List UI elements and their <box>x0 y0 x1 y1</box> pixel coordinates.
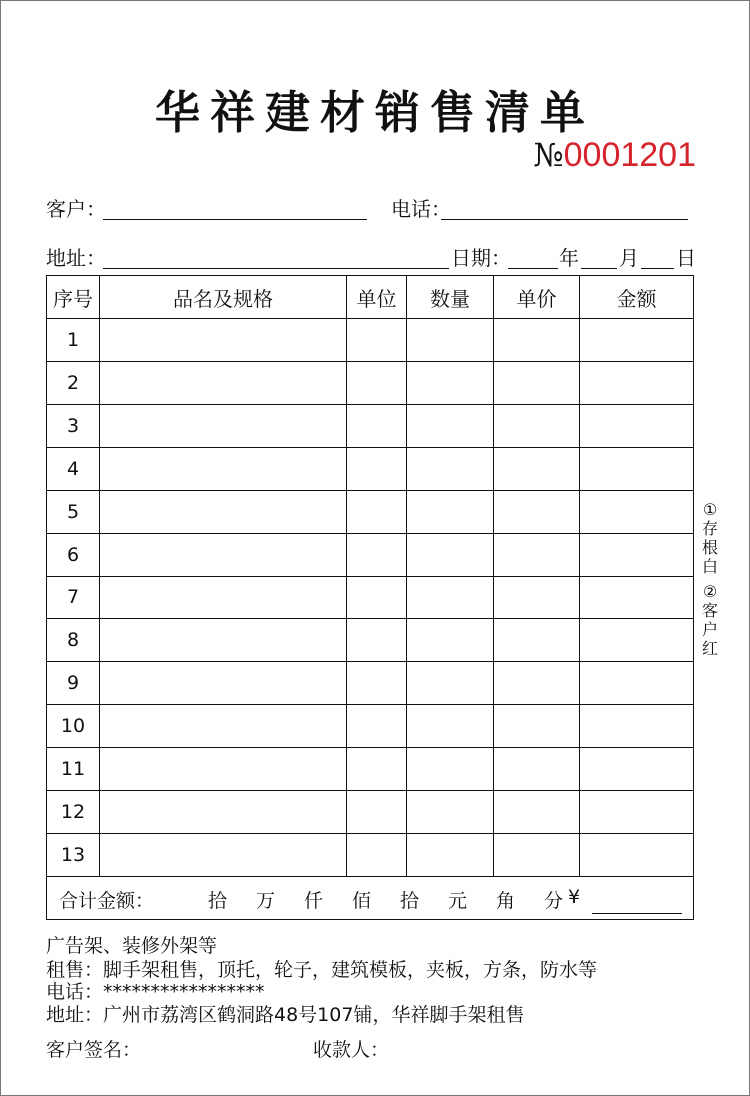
quantity-cell[interactable] <box>407 533 494 576</box>
row-number: 2 <box>47 361 100 404</box>
table-row <box>47 662 694 705</box>
amount-cell[interactable] <box>580 705 694 748</box>
product-cell[interactable] <box>100 662 347 705</box>
amount-cell[interactable] <box>580 748 694 791</box>
price-cell[interactable] <box>494 576 580 619</box>
table-row <box>47 404 694 447</box>
table-header-row <box>47 276 694 319</box>
quantity-cell[interactable] <box>407 834 494 877</box>
date-label: 日期： <box>451 246 511 270</box>
unit-cell[interactable] <box>347 834 407 877</box>
amount-cell[interactable] <box>580 576 694 619</box>
row-number: 11 <box>47 748 100 791</box>
amount-cell[interactable] <box>580 662 694 705</box>
amount-cell[interactable] <box>580 319 694 362</box>
product-cell[interactable] <box>100 834 347 877</box>
unit-cell[interactable] <box>347 447 407 490</box>
price-cell[interactable] <box>494 834 580 877</box>
serial-number <box>533 136 696 175</box>
price-cell[interactable] <box>494 404 580 447</box>
total-cell <box>47 877 694 920</box>
amount-cell[interactable] <box>580 834 694 877</box>
product-cell[interactable] <box>100 490 347 533</box>
amount-cell[interactable] <box>580 490 694 533</box>
unit-shi-2: 拾 <box>400 890 420 912</box>
customer-field[interactable] <box>103 219 367 220</box>
copy1-text: 存根 <box>701 519 718 557</box>
amount-cell[interactable] <box>580 791 694 834</box>
quantity-cell[interactable] <box>407 576 494 619</box>
unit-qian: 仟 <box>304 890 324 912</box>
unit-cell[interactable] <box>347 705 407 748</box>
customer-label: 客户： <box>46 197 106 221</box>
unit-cell[interactable] <box>347 404 407 447</box>
amount-cell[interactable] <box>580 404 694 447</box>
quantity-cell[interactable] <box>407 748 494 791</box>
unit-cell[interactable] <box>347 619 407 662</box>
row-number: 10 <box>47 705 100 748</box>
table-row <box>47 361 694 404</box>
copy2-text: 客户 <box>701 601 718 639</box>
header-price: 单价 <box>494 276 580 319</box>
unit-cell[interactable] <box>347 748 407 791</box>
year-label: 年 <box>559 246 579 270</box>
address-label: 地址： <box>46 246 106 270</box>
price-cell[interactable] <box>494 705 580 748</box>
table-row <box>47 576 694 619</box>
quantity-cell[interactable] <box>407 490 494 533</box>
price-cell[interactable] <box>494 748 580 791</box>
copy2-color: 红 <box>701 639 718 658</box>
row-number: 9 <box>47 662 100 705</box>
row-number: 6 <box>47 533 100 576</box>
phone-field[interactable] <box>441 219 688 220</box>
price-cell[interactable] <box>494 791 580 834</box>
address-field[interactable] <box>103 268 449 269</box>
copy2-number: ② <box>702 582 718 601</box>
price-cell[interactable] <box>494 662 580 705</box>
price-cell[interactable] <box>494 319 580 362</box>
unit-cell[interactable] <box>347 662 407 705</box>
month-field[interactable] <box>581 268 617 269</box>
day-label: 日 <box>676 246 696 270</box>
product-cell[interactable] <box>100 319 347 362</box>
payee-label: 收款人： <box>313 1039 390 1061</box>
quantity-cell[interactable] <box>407 361 494 404</box>
product-cell[interactable] <box>100 576 347 619</box>
copy1-number: ① <box>702 500 718 519</box>
unit-cell[interactable] <box>347 791 407 834</box>
footer-phone: 电话：***************** <box>46 981 265 1003</box>
price-cell[interactable] <box>494 361 580 404</box>
amount-cell[interactable] <box>580 447 694 490</box>
footer-line-2: 租售：脚手架租售，顶托，轮子，建筑模板，夹板，方条，防水等 <box>46 959 598 981</box>
quantity-cell[interactable] <box>407 791 494 834</box>
table-row <box>47 791 694 834</box>
unit-cell[interactable] <box>347 361 407 404</box>
price-cell[interactable] <box>494 490 580 533</box>
product-cell[interactable] <box>100 404 347 447</box>
table-row <box>47 619 694 662</box>
row-number: 13 <box>47 834 100 877</box>
product-cell[interactable] <box>100 705 347 748</box>
amount-cell[interactable] <box>580 619 694 662</box>
price-cell[interactable] <box>494 447 580 490</box>
unit-fen: 分 <box>544 890 564 912</box>
row-number: 3 <box>47 404 100 447</box>
quantity-cell[interactable] <box>407 662 494 705</box>
header-quantity: 数量 <box>407 276 494 319</box>
year-field[interactable] <box>508 268 558 269</box>
items-table <box>46 275 694 920</box>
table-row <box>47 834 694 877</box>
serial-prefix: № <box>533 136 564 174</box>
product-cell[interactable] <box>100 791 347 834</box>
table-row <box>47 319 694 362</box>
quantity-cell[interactable] <box>407 619 494 662</box>
quantity-cell[interactable] <box>407 319 494 362</box>
row-number: 4 <box>47 447 100 490</box>
product-cell[interactable] <box>100 533 347 576</box>
customer-signature-label: 客户签名： <box>46 1039 142 1061</box>
header-index: 序号 <box>47 276 100 319</box>
header-amount: 金额 <box>580 276 694 319</box>
unit-cell[interactable] <box>347 319 407 362</box>
phone-label: 电话： <box>391 197 451 221</box>
total-amount-field[interactable] <box>592 889 682 914</box>
footer-line-1: 广告架、装修外架等 <box>46 935 218 957</box>
unit-cell[interactable] <box>347 490 407 533</box>
quantity-cell[interactable] <box>407 404 494 447</box>
unit-yuan: 元 <box>448 890 468 912</box>
total-label: 合计金额： <box>59 890 155 912</box>
copy-distribution-note <box>699 500 721 658</box>
day-field[interactable] <box>641 268 674 269</box>
unit-jiao: 角 <box>496 890 516 912</box>
row-number: 1 <box>47 319 100 362</box>
price-cell[interactable] <box>494 533 580 576</box>
unit-bai: 佰 <box>352 890 372 912</box>
product-cell[interactable] <box>100 748 347 791</box>
row-number: 12 <box>47 791 100 834</box>
unit-cell[interactable] <box>347 576 407 619</box>
total-row <box>47 877 694 920</box>
unit-cell[interactable] <box>347 533 407 576</box>
copy1-color: 白 <box>701 557 718 576</box>
table-row <box>47 447 694 490</box>
footer-address: 地址：广州市荔湾区鹤洞路48号107铺，华祥脚手架租售 <box>46 1004 525 1026</box>
table-row <box>47 533 694 576</box>
header-product: 品名及规格 <box>100 276 347 319</box>
amount-cell[interactable] <box>580 533 694 576</box>
row-number: 5 <box>47 490 100 533</box>
price-cell[interactable] <box>494 619 580 662</box>
row-number: 7 <box>47 576 100 619</box>
month-label: 月 <box>619 246 639 270</box>
table-row <box>47 490 694 533</box>
product-cell[interactable] <box>100 619 347 662</box>
row-number: 8 <box>47 619 100 662</box>
product-cell[interactable] <box>100 447 347 490</box>
header-unit: 单位 <box>347 276 407 319</box>
unit-shi: 拾 <box>208 890 228 912</box>
amount-cell[interactable] <box>580 361 694 404</box>
table-row <box>47 705 694 748</box>
quantity-cell[interactable] <box>407 447 494 490</box>
serial-digits: 0001201 <box>563 136 696 174</box>
unit-wan: 万 <box>256 890 276 912</box>
quantity-cell[interactable] <box>407 705 494 748</box>
product-cell[interactable] <box>100 361 347 404</box>
table-row <box>47 748 694 791</box>
form-title: 华祥建材销售清单 <box>154 86 595 139</box>
currency-symbol: ¥ <box>568 886 581 908</box>
